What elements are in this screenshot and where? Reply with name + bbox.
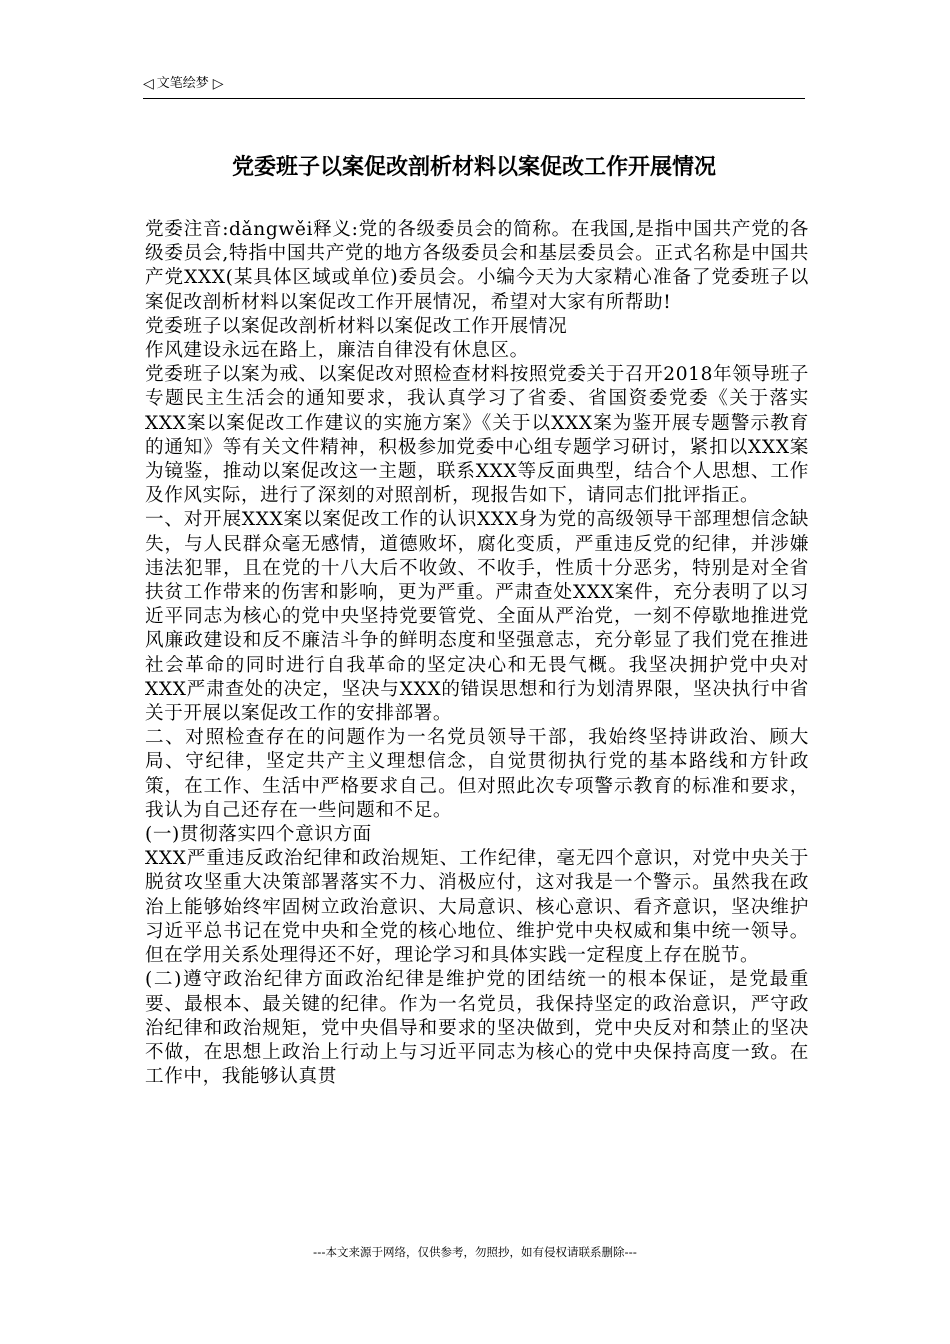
section-two-paragraph: 二、对照检查存在的问题作为一名党员领导干部，我始终坚持讲政治、顾大局、守纪律，坚定共产主义理想信念，自觉贯彻执行党的基本路线和方针政策，在工作、生活中严格要求自己。但对照此次专项警示教育的标准和要求，我认为自己还存在一些问题和不足。 [145,727,809,821]
left-triangle-icon: ◁ [143,76,154,92]
page-header [143,74,805,99]
document-body [145,218,809,1089]
subsection-one-paragraph: XXX严重违反政治纪律和政治规矩、工作纪律，毫无四个意识，对党中央关于脱贫攻坚重大决策部署落实不力、消极应付，这对我是一个警示。虽然我在政治上能够始终牢固树立政治意识、大局意识、核心意识、看齐意识，坚决维护习近平总书记在党中央和全党的核心地位、维护党中央权威和集中统一领导。但在学用关系处理得还不好，理论学习和具体实践一定程度上存在脱节。 [145,848,809,967]
right-triangle-icon: ▷ [212,76,224,92]
repeated-title-line: 党委班子以案促改剖析材料以案促改工作开展情况 [145,315,568,337]
subsection-two-paragraph: (二)遵守政治纪律方面政治纪律是维护党的团结统一的根本保证，是党最重要、最根本、最关键的纪律。作为一名党员，我保持坚定的政治意识，严守政治纪律和政治规矩，党中央倡导和要求的坚决做到，党中央反对和禁止的坚决不做，在思想上政治上行动上与习近平同志为核心的党中央保持高度一致。在工作中，我能够认真贯 [145,969,809,1088]
subsection-one-heading: (一)贯彻落实四个意识方面 [145,824,372,846]
opening-paragraph: 党委班子以案为戒、以案促改对照检查材料按照党委关于召开2018年领导班子专题民主生活会的通知要求，我认真学习了省委、省国资委党委《关于落实XXX案以案促改工作建议的实施方案》《关于以XXX案为鉴开展专题警示教育的通知》等有关文件精神，积极参加党委中心组专题学习研讨，紧扣以XXX案为镜鉴，推动以案促改这一主题，联系XXX等反面典型，结合个人思想、工作及作风实际，进行了深刻的对照剖析，现报告如下，请同志们批评指正。 [145,364,809,507]
intro-paragraph: 党委注音:dǎngwěi释义:党的各级委员会的简称。在我国,是指中国共产党的各级委员会,特指中国共产党的地方各级委员会和基层委员会。正式名称是中国共产党XXX(某具体区域或单位)委员会。小编今天为大家精心准备了党委班子以案促改剖析材料以案促改工作开展情况，希望对大家有所帮助! [145,219,809,313]
motto-line: 作风建设永远在路上，廉洁自律没有休息区。 [145,340,529,362]
document-title: 党委班子以案促改剖析材料以案促改工作开展情况 [231,155,716,180]
footer-disclaimer: ---本文来源于网络，仅供参考，勿照抄，如有侵权请联系删除--- [313,1245,637,1259]
brand-name: 文笔绘梦 [156,76,209,91]
section-one-paragraph: 一、对开展XXX案以案促改工作的认识XXX身为党的高级领导干部理想信念缺失，与人民群众毫无感情，道德败坏，腐化变质，严重违反党的纪律，并涉嫌违法犯罪，且在党的十八大后不收敛、不收手，性质十分恶劣，特别是对全省扶贫工作带来的伤害和影响，更为严重。严肃查处XXX案件，充分表明了以习近平同志为核心的党中央坚持党要管党、全面从严治党，一刻不停歇地推进党风廉政建设和反不廉洁斗争的鲜明态度和坚强意志，充分彰显了我们党在推进社会革命的同时进行自我革命的坚定决心和无畏气概。我坚决拥护党中央对XXX严肃查处的决定，坚决与XXX的错误思想和行为划清界限，坚决执行中省关于开展以案促改工作的安排部署。 [145,509,809,725]
